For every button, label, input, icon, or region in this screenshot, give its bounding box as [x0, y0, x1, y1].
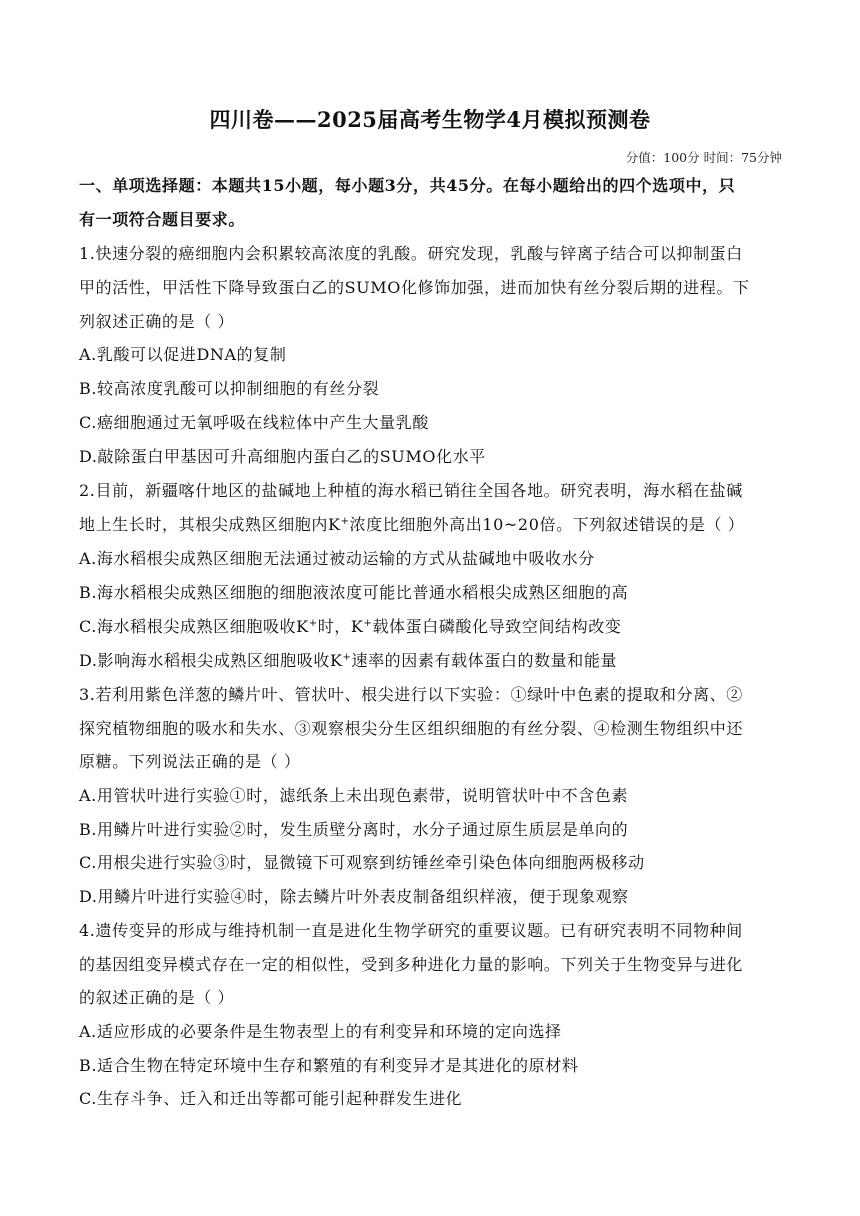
q4-stem-line-1: 4.遗传变异的形成与维持机制一直是进化生物学研究的重要议题。已有研究表明不同物种间 — [79, 921, 743, 940]
q1-option-b: B.较高浓度乳酸可以抑制细胞的有丝分裂 — [79, 379, 380, 398]
q2-stem-line-2 — [79, 515, 744, 535]
superscript-plus: + — [340, 516, 350, 527]
q1-stem-line-1: 1.快速分裂的癌细胞内会积累较高浓度的乳酸。研究发现，乳酸与锌离子结合可以抑制蛋白 — [79, 244, 743, 263]
exam-title: 四川卷——2025届高考生物学4月模拟预测卷 — [209, 107, 651, 132]
q1-option-a: A.乳酸可以促进DNA的复制 — [79, 345, 287, 364]
section-heading-line-2: 有一项符合题目要求。 — [79, 210, 246, 229]
q2-option-d-part-1: D.影响海水稻根尖成熟区细胞吸收K — [79, 651, 343, 670]
q2-option-d-part-2: 速率的因素有载体蛋白的数量和能量 — [351, 651, 618, 670]
q4-option-a: A.适应形成的必要条件是生物表型上的有利变异和环境的定向选择 — [79, 1022, 562, 1041]
q1-option-d: D.敲除蛋白甲基因可升高细胞内蛋白乙的SUMO化水平 — [79, 447, 486, 466]
superscript-plus: + — [363, 618, 373, 629]
q1-stem-line-2: 甲的活性，甲活性下降导致蛋白乙的SUMO化修饰加强，进而加快有丝分裂后期的进程。下 — [79, 278, 750, 297]
section-heading-line-1: 一、单项选择题：本题共15小题，每小题3分，共45分。在每小题给出的四个选项中，只 — [79, 176, 736, 195]
q2-stem-line-2-part-b: 浓度比细胞外高出10~20倍。下列叙述错误的是（ ） — [349, 515, 745, 534]
q3-stem-line-2: 探究植物细胞的吸水和失水、③观察根尖分生区组织细胞的有丝分裂、④检测生物组织中还 — [79, 719, 744, 738]
superscript-plus: + — [308, 618, 318, 629]
q3-option-b: B.用鳞片叶进行实验②时，发生质壁分离时，水分子通过原生质层是单向的 — [79, 820, 629, 839]
q4-option-b: B.适合生物在特定环境中生存和繁殖的有利变异才是其进化的原材料 — [79, 1056, 579, 1075]
q3-option-d: D.用鳞片叶进行实验④时，除去鳞片叶外表皮制备组织样液，便于现象观察 — [79, 887, 629, 906]
q2-stem-line-1: 2.目前，新疆喀什地区的盐碱地上种植的海水稻已销往全国各地。研究表明，海水稻在盐碱 — [79, 481, 743, 500]
q2-stem-line-2-part-a: 地上生长时，其根尖成熟区细胞内K — [79, 515, 341, 534]
q2-option-c-part-3: 载体蛋白磷酸化导致空间结构改变 — [372, 617, 622, 636]
q2-option-c-part-2: 时，K — [317, 617, 364, 636]
q4-stem-line-3: 的叙述正确的是（ ） — [79, 988, 235, 1007]
q4-stem-line-2: 的基因组变异模式存在一定的相似性，受到多种进化力量的影响。下列关于生物变异与进化 — [79, 955, 744, 974]
q3-option-a: A.用管状叶进行实验①时，滤纸条上未出现色素带，说明管状叶中不含色素 — [79, 786, 629, 805]
score-time-info: 分值：100分 时间：75分钟 — [625, 150, 782, 165]
q2-option-c — [79, 617, 621, 637]
q1-option-c: C.癌细胞通过无氧呼吸在线粒体中产生大量乳酸 — [79, 413, 429, 432]
q4-option-c: C.生存斗争、迁入和迁出等都可能引起种群发生进化 — [79, 1089, 463, 1108]
q3-stem-line-3: 原糖。下列说法正确的是（ ） — [79, 752, 301, 771]
superscript-plus: + — [342, 652, 352, 663]
q2-option-d — [79, 651, 617, 671]
q3-stem-line-1: 3.若利用紫色洋葱的鳞片叶、管状叶、根尖进行以下实验：①绿叶中色素的提取和分离、② — [79, 685, 743, 704]
q1-stem-line-3: 列叙述正确的是（ ） — [79, 312, 235, 331]
q2-option-a: A.海水稻根尖成熟区细胞无法通过被动运输的方式从盐碱地中吸收水分 — [79, 549, 595, 568]
q2-option-c-part-1: C.海水稻根尖成熟区细胞吸收K — [79, 617, 309, 636]
q3-option-c: C.用根尖进行实验③时，显微镜下可观察到纺锤丝牵引染色体向细胞两极移动 — [79, 853, 645, 872]
q2-option-b: B.海水稻根尖成熟区细胞的细胞液浓度可能比普通水稻根尖成熟区细胞的高 — [79, 583, 629, 602]
